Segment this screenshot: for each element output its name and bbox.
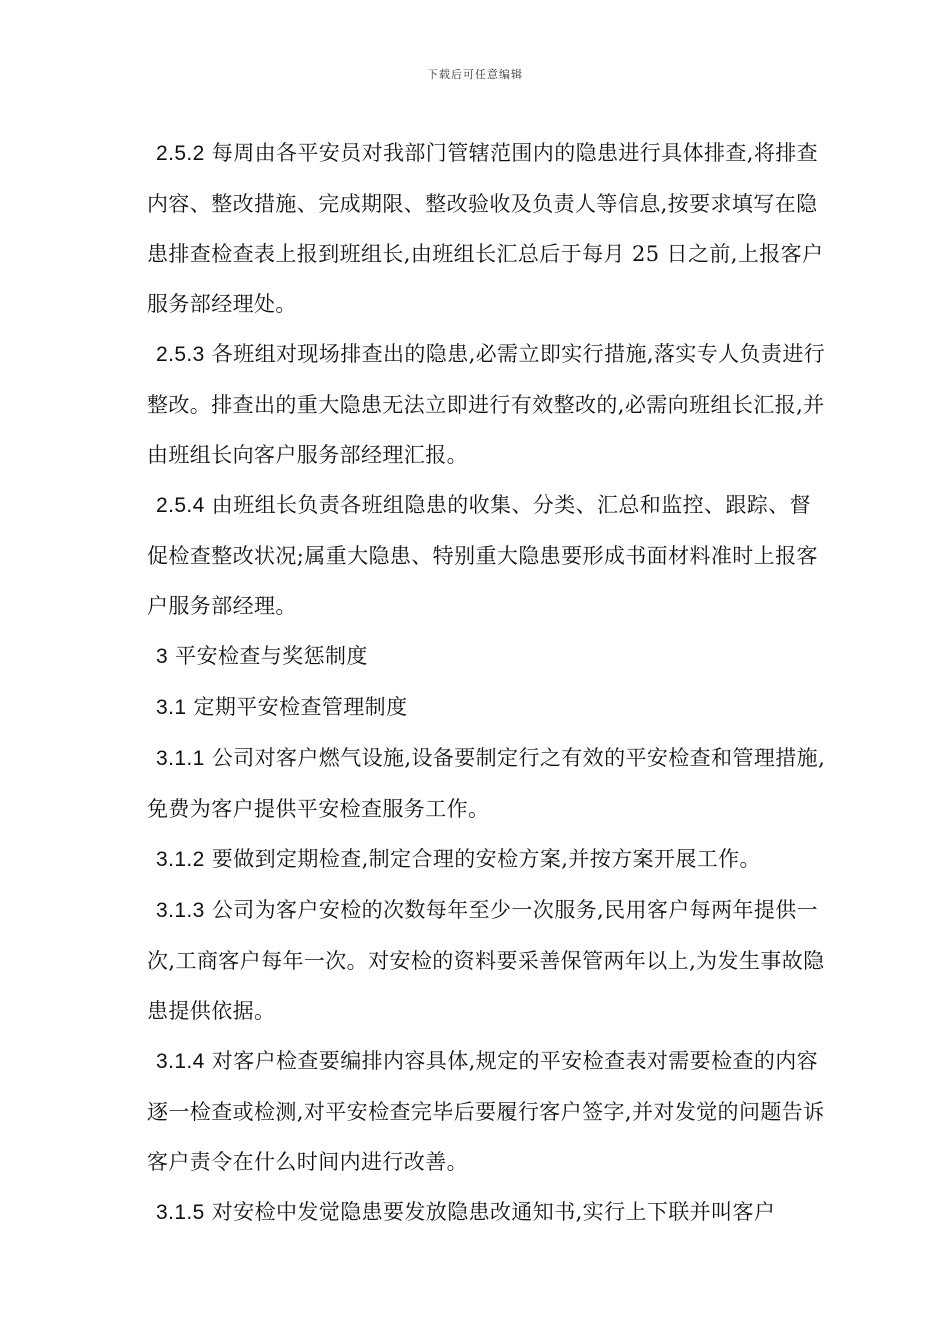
paragraph-2-5-3 — [147, 329, 827, 480]
paragraph-text: 公司为客户安检的次数每年至少一次服务,民用客户每两年提供一次,工商客户每年一次。对安检的资料要采善保管两年以上,为发生事故隐患提供依据。 — [147, 898, 825, 1023]
section-number: 2.5.3 — [156, 343, 205, 366]
document-body — [147, 128, 827, 1238]
paragraph-3-1-3 — [147, 885, 827, 1036]
section-number: 3.1.5 — [156, 1201, 205, 1224]
paragraph-text: 对安检中发觉隐患要发放隐患改通知书,实行上下联并叫客户 — [211, 1200, 776, 1224]
section-title: 定期平安检查管理制度 — [193, 695, 408, 719]
paragraph-3-1-5 — [147, 1187, 827, 1238]
paragraph-3-1-1 — [147, 733, 827, 834]
paragraph-text: 对客户检查要编排内容具体,规定的平安检查表对需要检查的内容逐一检查或检测,对平安检查完毕后要履行客户签字,并对发觉的问题告诉客户责令在什么时间内进行改善。 — [147, 1049, 825, 1174]
paragraph-2-5-4 — [147, 480, 827, 631]
section-number: 3 — [156, 645, 169, 668]
section-number: 2.5.2 — [156, 142, 205, 165]
paragraph-3-1-4 — [147, 1036, 827, 1187]
paragraph-2-5-2 — [147, 128, 827, 329]
section-number: 3.1.3 — [156, 899, 205, 922]
section-heading-3-1 — [147, 682, 827, 733]
section-number: 3.1 — [156, 696, 187, 719]
paragraph-text: 各班组对现场排查出的隐患,必需立即实行措施,落实专人负责进行整改。排查出的重大隐患无法立即进行有效整改的,必需向班组长汇报,并由班组长向客户服务部经理汇报。 — [147, 342, 826, 467]
header-note: 下载后可任意编辑 — [427, 68, 523, 81]
paragraph-text: 每周由各平安员对我部门管辖范围内的隐患进行具体排查,将排查内容、整改措施、完成期限、整改验收及负责人等信息,按要求填写在隐患排查检查表上报到班组长,由班组长汇总后于每月 25 日之前,上报客户服务部经理处。 — [147, 141, 824, 316]
section-number: 3.1.4 — [156, 1050, 205, 1073]
paragraph-3-1-2 — [147, 834, 827, 885]
section-number: 2.5.4 — [156, 494, 205, 517]
paragraph-text: 由班组长负责各班组隐患的收集、分类、汇总和监控、跟踪、督促检查整改状况;属重大隐患、特别重大隐患要形成书面材料准时上报客户服务部经理。 — [147, 493, 818, 618]
paragraph-text: 公司对客户燃气设施,设备要制定行之有效的平安检查和管理措施,免费为客户提供平安检查服务工作。 — [147, 746, 826, 821]
section-heading-3 — [147, 631, 827, 682]
paragraph-text: 要做到定期检查,制定合理的安检方案,并按方案开展工作。 — [211, 847, 761, 871]
section-title: 平安检查与奖惩制度 — [175, 644, 368, 668]
section-number: 3.1.1 — [156, 747, 205, 770]
section-number: 3.1.2 — [156, 848, 205, 871]
